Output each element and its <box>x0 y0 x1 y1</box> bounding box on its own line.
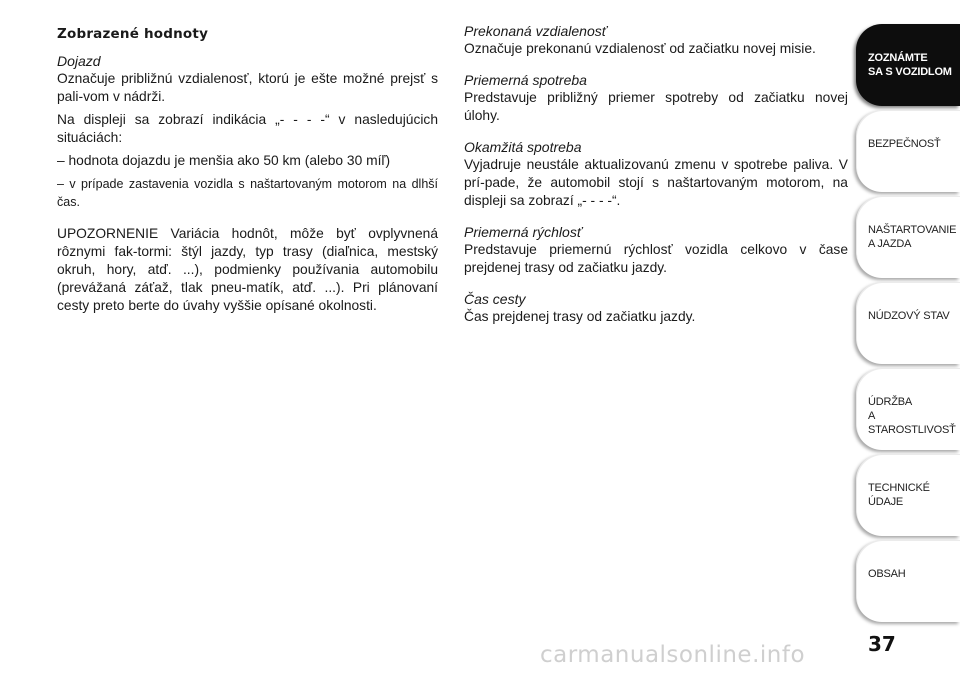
definition-text: Predstavuje priemernú rýchlosť vozidla celkovo v čase prejdenej trasy od začiatku jazdy. <box>464 242 848 275</box>
tab-zoznamte-sa-s-vozidlom[interactable] <box>856 24 960 106</box>
tab-technicke-udaje[interactable] <box>856 454 960 536</box>
definition-text: Označuje prekonanú vzdialenosť od začiatku novej misie. <box>464 41 816 56</box>
tab-obsah[interactable] <box>856 540 960 622</box>
definition-block <box>464 138 848 210</box>
paragraph-warning: UPOZORNENIE Variácia hodnôt, môže byť ovplyvnená rôznymi fak-tormi: štýl jazdy, typ trasy (diaľnica, mestský okruh, hory, atď. ...), podmienky používania automobilu (prevážaná záťaž, tlak pneu-matík, atď. ...). Pri plánovaní cesty preto berte do úvahy vyššie opísané okolnosti. <box>57 226 438 313</box>
middle-column <box>464 22 848 339</box>
definition-text: Čas prejdenej trasy od začiatku jazdy. <box>464 309 696 324</box>
tab-bezpecnost[interactable] <box>856 110 960 192</box>
subheading-dojazd: Dojazd <box>57 53 101 69</box>
definition-title: Čas cesty <box>464 291 526 307</box>
paragraph-indication: Na displeji sa zobrazí indikácia „- - - -“ v nasledujúcich situáciách: <box>57 112 438 145</box>
definition-title: Priemerná spotreba <box>464 72 587 88</box>
tab-label-line1: NAŠTARTOVANIE <box>868 224 957 236</box>
chapter-tabs <box>856 24 960 626</box>
tab-label-line1: ZOZNÁMTE <box>868 52 928 64</box>
definition-text: Vyjadruje neustále aktualizovanú zmenu v spotrebe paliva. V prí-pade, že automobil stojí s naštartovaným motorom, na displeji sa zobrazí „- - - -“. <box>464 157 848 208</box>
tab-nudzovy-stav[interactable] <box>856 282 960 364</box>
definition-title: Okamžitá spotreba <box>464 139 582 155</box>
definition-block <box>464 71 848 125</box>
tab-label-line2: A JAZDA <box>868 238 912 250</box>
tab-udrzba-a-starostlivost[interactable] <box>856 368 960 450</box>
left-column <box>57 22 438 315</box>
tab-label-line2: A STAROSTLIVOSŤ <box>868 410 956 436</box>
definition-title: Prekonaná vzdialenosť <box>464 23 607 39</box>
tab-label-line1: NÚDZOVÝ STAV <box>868 310 950 322</box>
definition-block <box>464 290 848 326</box>
tab-label-line2: ÚDAJE <box>868 496 904 508</box>
watermark: carmanualsonline.info <box>540 642 806 668</box>
page-number: 37 <box>868 632 896 656</box>
definition-block <box>464 223 848 277</box>
definition-text: Predstavuje približný priemer spotreby od začiatku novej úlohy. <box>464 90 848 123</box>
tab-label-line1: TECHNICKÉ <box>868 482 930 494</box>
tab-label-line1: OBSAH <box>868 568 906 580</box>
tab-nastartovanie-a-jazda[interactable] <box>856 196 960 278</box>
definition-title: Priemerná rýchlosť <box>464 224 582 240</box>
definition-block <box>464 22 848 58</box>
tab-label-line1: ÚDRŽBA <box>868 396 913 408</box>
list-item-range: – hodnota dojazdu je menšia ako 50 km (alebo 30 míľ) <box>57 153 391 168</box>
paragraph-dojazd: Označuje približnú vzdialenosť, ktorú je ešte možné prejsť s pali-vom v nádrži. <box>57 71 438 104</box>
section-heading: Zobrazené hodnoty <box>57 26 209 42</box>
list-item-idle: – v prípade zastavenia vozidla s naštartovaným motorom na dlhší čas. <box>57 177 438 209</box>
tab-label-line2: SA S VOZIDLOM <box>868 66 952 78</box>
tab-label-line1: BEZPEČNOSŤ <box>868 138 941 150</box>
